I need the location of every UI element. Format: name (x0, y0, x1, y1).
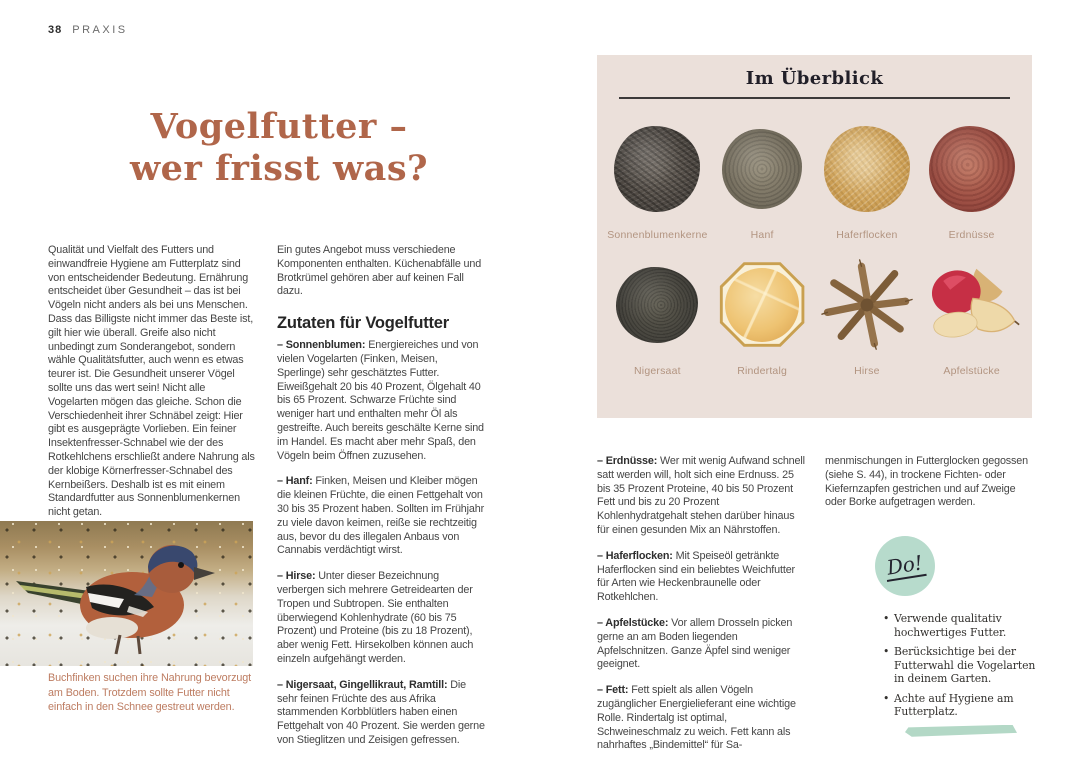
grid-cell (919, 121, 1024, 241)
left-column-1 (48, 244, 257, 532)
item-fett: – Fett: Fett spielt als allen Vögeln zugänglicher Energielieferant eine wichtige Rolle. Rindertalg ist optimal, Schweineschmalz zu weich. Fett kann als nahrhaftes „Bindemittel“ für Sa- (597, 684, 796, 752)
peanuts-image (929, 126, 1015, 212)
grid-cell (710, 121, 815, 241)
divider-line (619, 97, 1010, 99)
grid-cell (815, 257, 920, 377)
grid-cell (919, 257, 1024, 377)
hemp-seeds-image (722, 129, 802, 209)
highlight-brush-stroke (905, 725, 1017, 737)
imgbox (924, 257, 1020, 353)
oat-flakes-image (824, 126, 910, 212)
col2-intro-paragraph: Ein gutes Angebot muss verschiedene Komponenten enthalten. Küchenabfälle und Brotkrümel gehören aber auf keinen Fall dazu. (277, 244, 482, 298)
seed-label: Erdnüsse (948, 228, 995, 241)
article-title (48, 106, 510, 190)
right-column-1 (597, 455, 807, 765)
item-hanf: – Hanf: Finken, Meisen und Kleiber mögen die kleinen Früchte, die einen Fettgehalt von 30 bis 35 Prozent haben. Sollten im Frühjahr zu viele davon keimen, reiße sie rechtzeitig aus, bevor du des illegalen Anbaus von Cannabis verdächtigt wirst. (277, 475, 485, 557)
grid-cell (605, 121, 710, 241)
grid-cell (710, 257, 815, 377)
article-title-line2: wer frisst was? (129, 148, 429, 189)
seed-label: Nigersaat (634, 364, 681, 377)
item-hirse: – Hirse: Unter dieser Bezeichnung verbergen sich mehrere Getreidearten der Tropen und Subtropen. Sie enthalten überwiegend Kohlenhydrate (60 bis 75 Prozent) und Proteine (bis zu 18 Prozent), aber wenig Fett. Hirsekolben können auch einzeln aufgehängt werden. (277, 570, 474, 665)
imgbox (616, 257, 698, 353)
article-title-line1: Vogelfutter – (150, 106, 408, 147)
tip-item: • Verwende qualitativ hochwertiges Futter. (883, 612, 1038, 639)
tallow-rim (721, 264, 803, 346)
seed-label: Haferflocken (836, 228, 898, 241)
photo-caption: Buchfinken suchen ihre Nahrung bevorzugt am Boden. Trotzdem sollte Futter nicht einfach in den Schnee gestreut werden. (48, 672, 252, 713)
fett-continuation-paragraph: menmischungen in Futterglocken gegossen (siehe S. 44), in trockene Fichten- oder Kiefernzapfen gestrichen und auf Zweige oder Borke aufgetragen werden. (825, 455, 1029, 509)
imgbox (614, 121, 700, 217)
right-column-2 (825, 455, 1035, 737)
imgbox (821, 257, 913, 353)
chaffinch-bird-illustration (0, 521, 253, 666)
niger-seeds-image (616, 267, 698, 343)
grid-cell (605, 257, 710, 377)
tip-item: • Berücksichtige bei der Futterwahl die Vogelarten in deinem Garten. (883, 645, 1038, 686)
chaffinch-photo (0, 521, 253, 666)
apple-pieces-image (924, 262, 1020, 348)
item-apfelstuecke: – Apfelstücke: Vor allem Drosseln picken gerne an am Boden liegenden Apfelschnitzen. Ganze Äpfel sind weniger geeignet. (597, 616, 793, 671)
do-badge-label: Do! (883, 551, 926, 582)
overview-panel (597, 55, 1032, 418)
left-column-2 (277, 244, 487, 760)
page-number: 38 (48, 24, 63, 36)
overview-title: Im Überblick (745, 68, 884, 89)
imgbox (722, 121, 802, 217)
imgbox (718, 257, 806, 353)
beef-tallow-image (718, 261, 806, 349)
imgbox (929, 121, 1015, 217)
do-badge (875, 536, 935, 596)
seed-label: Hirse (854, 364, 880, 377)
section-label: PRAXIS (72, 24, 128, 36)
ingredients-heading: Zutaten für Vogelfutter (277, 314, 450, 333)
seed-label: Hanf (750, 228, 774, 241)
item-erdnuesse: – Erdnüsse: Wer mit wenig Aufwand schnell satt werden will, holt sich eine Erdnuss. 25 bis 35 Prozent Proteine, 40 bis 50 Prozent Fett und bis zu 20 Prozent Kohlenhydratgehalt stehen darüber hinaus für einen gesunden Mix an Nährstoffen. (597, 455, 805, 536)
sunflower-seeds-image (614, 126, 700, 212)
millet-spray-image (821, 259, 913, 351)
grid-cell (815, 121, 920, 241)
seed-label: Sonnenblumenkerne (607, 228, 708, 241)
item-haferflocken: – Haferflocken: Mit Speiseöl getränkte Haferflocken sind ein beliebtes Weichfutter für Arten wie Heckenbraunelle oder Rotkehlchen. (597, 549, 796, 604)
imgbox (824, 121, 910, 217)
item-nigersaat: – Nigersaat, Gingellikraut, Ramtill: Die sehr feinen Früchte des aus Afrika stammenden Korbblütlers haben einen Fettgehalt von 40 Prozent. Sie werden gerne von Stieglitzen und Zeisigen gefressen. (277, 678, 485, 746)
tips-list (825, 612, 1038, 719)
seed-grid (605, 121, 1024, 377)
seed-label: Rindertalg (737, 364, 788, 377)
page-header (48, 24, 128, 36)
tallow-core (725, 268, 799, 342)
tip-item: • Achte auf Hygiene am Futterplatz. (883, 692, 1038, 719)
intro-paragraph: Qualität und Vielfalt des Futters und einwandfreie Hygiene am Futterplatz sind von entscheidender Bedeutung. Ernährung entscheidet über Gesundheit – das ist bei Vögeln nicht anders als bei uns Menschen. Dass das Billigste nicht immer das Beste ist, gilt hier wie überall. Greife also nicht unbedingt zum Sonderangebot, sondern wähle Qualitätsfutter, auch wenn es etwas teurer ist. Die Gesundheit unserer Vögel sollte uns das wert sein! Nicht alle Vogelarten mögen das gleiche. Schon die Verschiedenheit ihrer Schnäbel zeigt: Hier gibt es ausgeprägte Vorlieben. Ein feiner Insektenfresser-Schnabel wie der des Rotkehlchens erschließt andere Nahrung als der klobige Körnerfresser-Schnabel des Kernbeißers. Deshalb ist es mit einem Standardfutter aus Sonnenblumenkernen nicht getan. (48, 244, 255, 519)
seed-label: Apfelstücke (943, 364, 1000, 377)
item-sonnenblumen: – Sonnenblumen: Energiereiches und von vielen Vogelarten (Finken, Meisen, Sperlinge) sehr geschätztes Futter. Eiweißgehalt 20 bis 40 Prozent, Ölgehalt 40 bis 65 Prozent. Schwarze Früchte sind weniger hart und enthalten mehr Öl als gestreifte. Auch bereits geschälte Kerne sind im Handel. Es macht aber mehr Spaß, den Vögeln beim Öffnen zuzusehen. (277, 339, 484, 462)
